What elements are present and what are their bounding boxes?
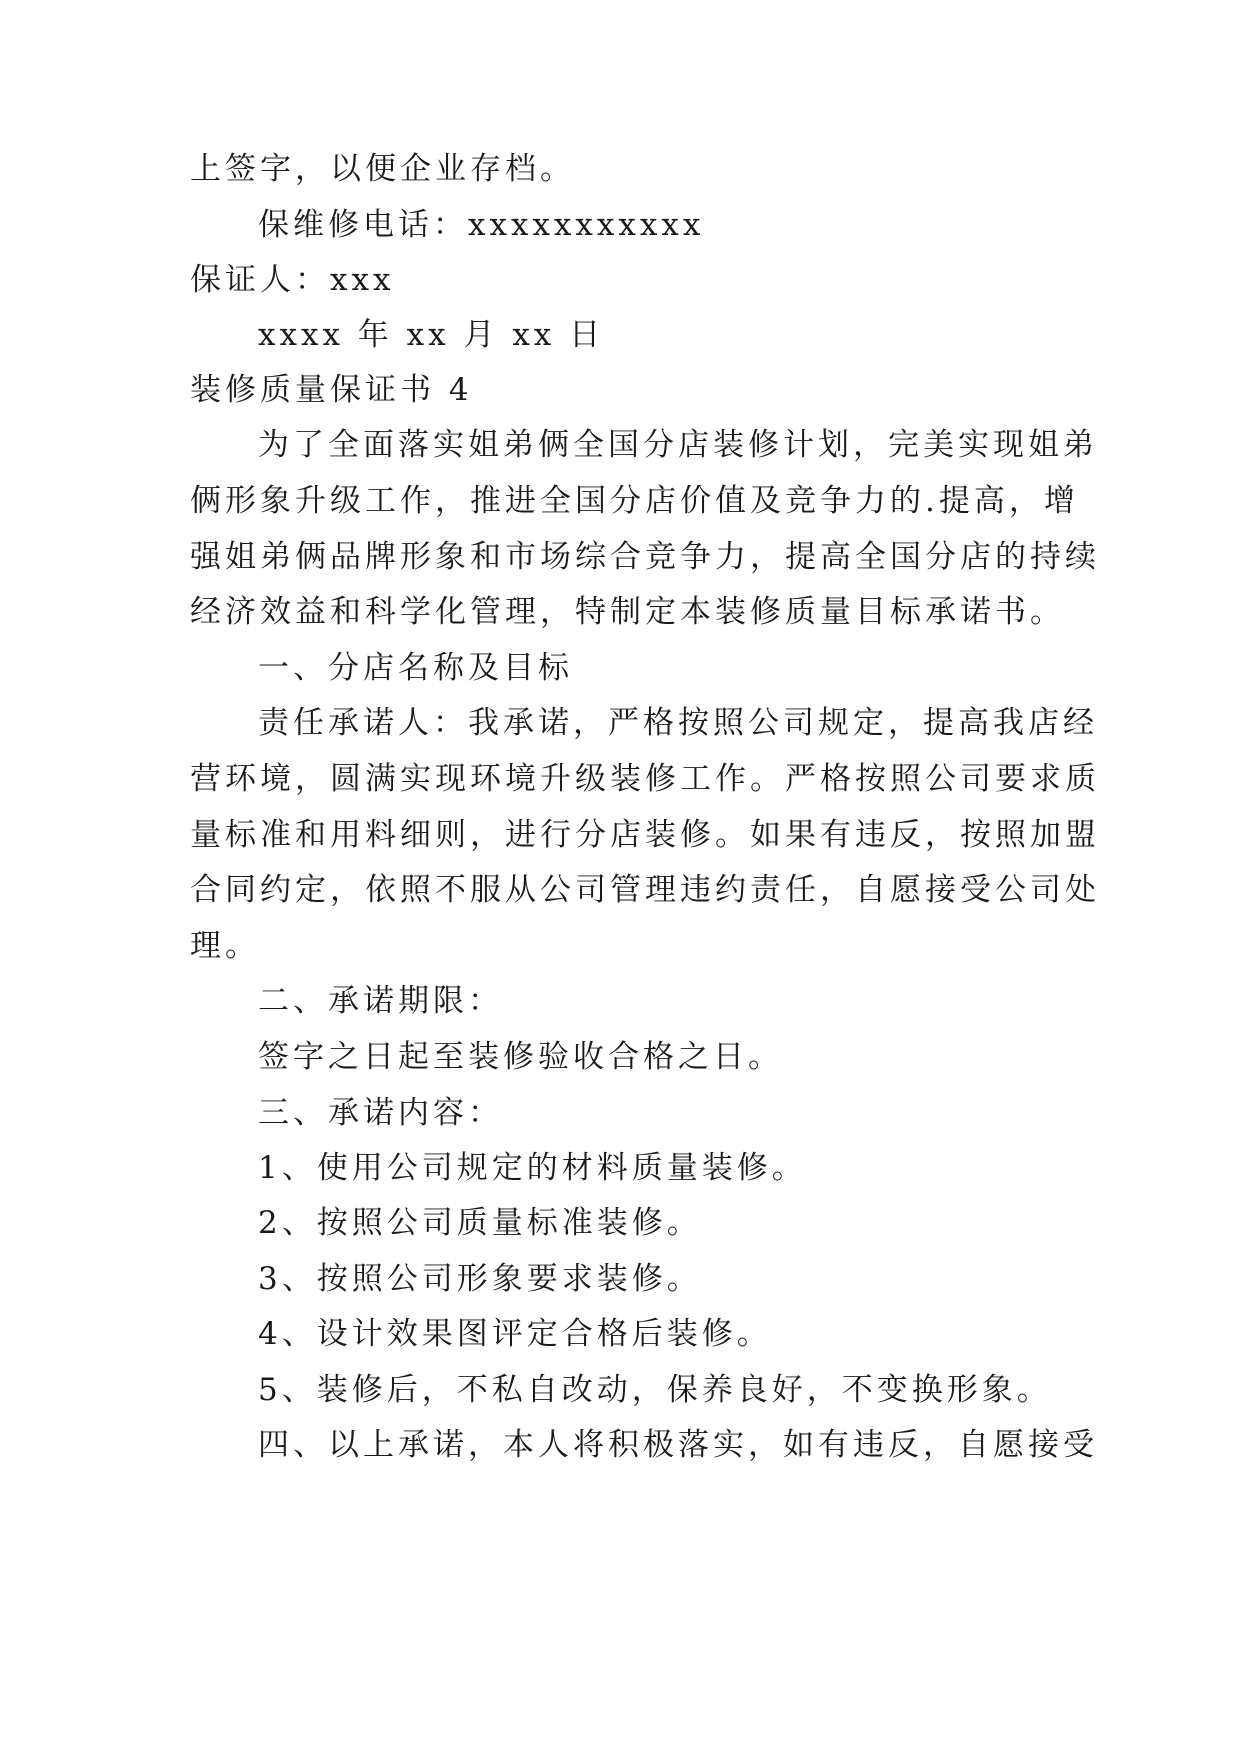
text-line-guarantor: 保证人：xxx [190, 262, 395, 298]
list-item: 4、设计效果图评定合格后装修。 [258, 1316, 772, 1352]
paragraph-line: 责任承诺人：我承诺，严格按照公司规定，提高我店经 [258, 705, 1098, 741]
paragraph-line: 强姐弟俩品牌形象和市场综合竞争力，提高全国分店的持续 [190, 539, 1100, 575]
text-line-date: xxxx 年 xx 月 xx 日 [258, 317, 605, 353]
subheading-commitment-period: 二、承诺期限： [258, 983, 503, 1019]
list-item: 3、按照公司形象要求装修。 [258, 1261, 702, 1297]
paragraph-line-final-commitment: 四、以上承诺，本人将积极落实，如有违反，自愿接受 [258, 1427, 1098, 1463]
paragraph-line: 经济效益和科学化管理，特制定本装修质量目标承诺书。 [190, 594, 1065, 630]
paragraph-line: 理。 [190, 928, 260, 964]
subheading-commitment-content: 三、承诺内容： [258, 1095, 503, 1131]
list-item: 5、装修后，不私自改动，保养良好，不变换形象。 [258, 1372, 1052, 1408]
list-item: 1、使用公司规定的材料质量装修。 [258, 1150, 807, 1186]
section-title: 装修质量保证书 4 [190, 372, 473, 408]
paragraph-line: 合同约定，依照不服从公司管理违约责任，自愿接受公司处 [190, 872, 1100, 908]
subheading-store-name-target: 一、分店名称及目标 [258, 650, 573, 686]
list-item: 2、按照公司质量标准装修。 [258, 1205, 702, 1241]
text-line-repair-phone: 保维修电话：xxxxxxxxxxx [258, 207, 705, 243]
paragraph-line: 营环境，圆满实现环境升级装修工作。严格按照公司要求质 [190, 761, 1100, 797]
text-line-period: 签字之日起至装修验收合格之日。 [258, 1039, 783, 1075]
text-line-signature-note: 上签字，以便企业存档。 [190, 151, 575, 187]
paragraph-line: 俩形象升级工作，推进全国分店价值及竞争力的.提高，增 [190, 483, 1079, 519]
paragraph-line: 为了全面落实姐弟俩全国分店装修计划，完美实现姐弟 [258, 427, 1098, 463]
paragraph-line: 量标准和用料细则，进行分店装修。如果有违反，按照加盟 [190, 817, 1100, 853]
